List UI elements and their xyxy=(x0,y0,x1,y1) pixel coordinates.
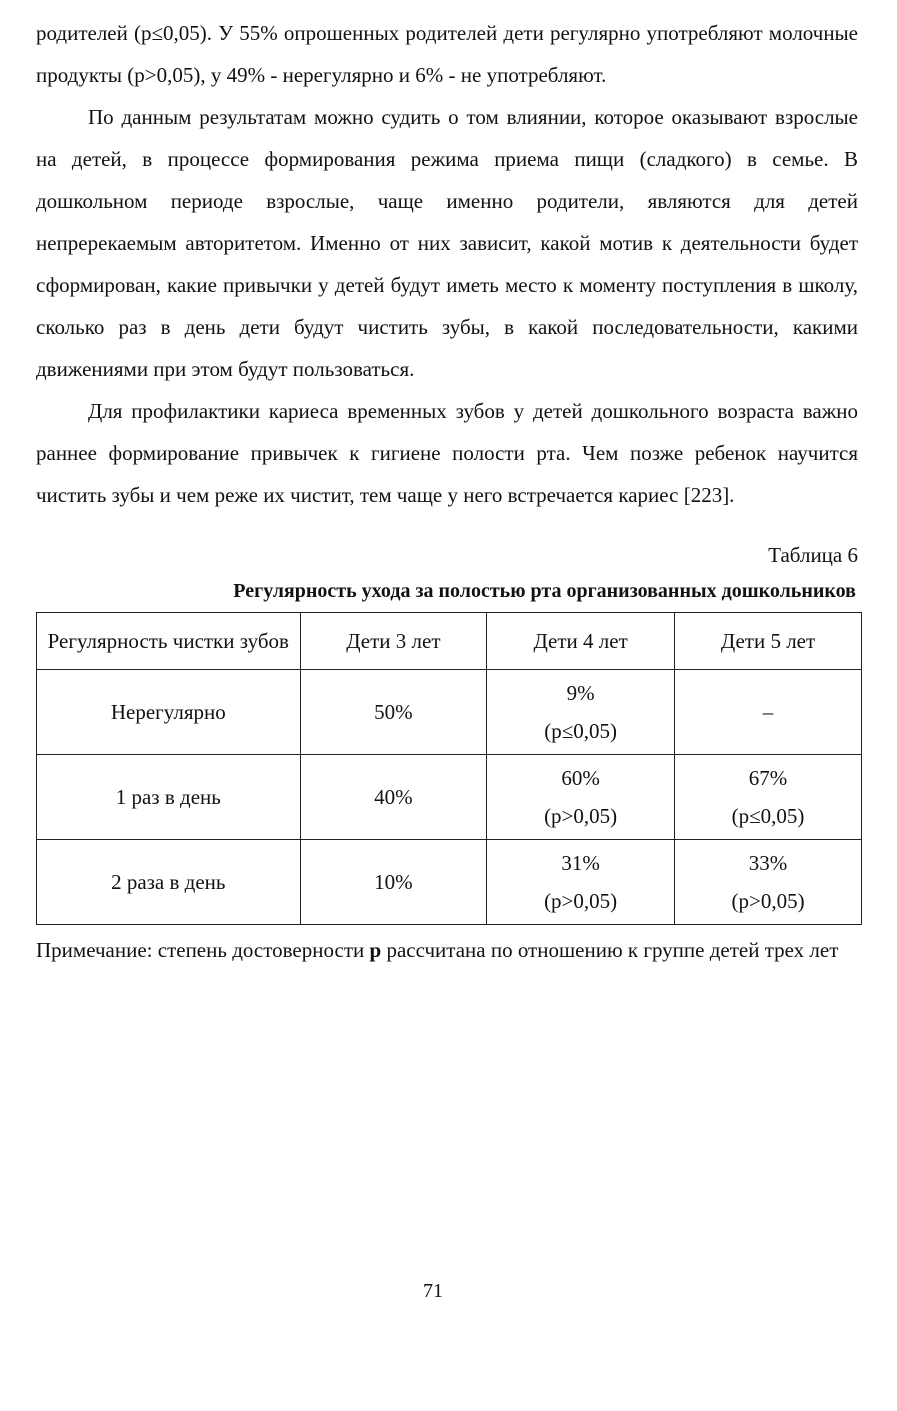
note-suffix: рассчитана по отношению к группе детей трех лет xyxy=(386,938,839,962)
cell-age-4 xyxy=(487,840,675,925)
cell-value: 33% xyxy=(748,851,788,875)
document-page xyxy=(36,12,858,971)
header-age-3: Дети 3 лет xyxy=(300,613,487,670)
cell-age-5 xyxy=(675,755,862,840)
cell-value: 31% xyxy=(561,851,600,875)
oral-care-table xyxy=(36,612,862,925)
cell-age-5 xyxy=(675,670,862,755)
cell-p-value: (р>0,05) xyxy=(544,889,618,913)
cell-age-3: 40% xyxy=(300,755,487,840)
cell-value: 67% xyxy=(748,766,788,790)
note-symbol: р xyxy=(369,938,382,962)
header-age-5: Дети 5 лет xyxy=(675,613,862,670)
row-label: 2 раза в день xyxy=(37,840,301,925)
cell-age-3: 10% xyxy=(300,840,487,925)
header-regularity: Регулярность чистки зубов xyxy=(37,613,301,670)
cell-p-value: (р>0,05) xyxy=(731,889,805,913)
table-row xyxy=(37,755,862,840)
row-label: Нерегулярно xyxy=(37,670,301,755)
table-title: Регулярность ухода за полостью рта организованных дошкольников xyxy=(233,580,856,602)
cell-age-4 xyxy=(487,670,675,755)
page-number: 71 xyxy=(423,1280,443,1302)
cell-age-3: 50% xyxy=(300,670,487,755)
cell-p-value: (р>0,05) xyxy=(544,804,618,828)
note-prefix: Примечание: степень достоверности xyxy=(36,938,365,962)
table-header-row xyxy=(37,613,862,670)
table-row xyxy=(37,840,862,925)
cell-age-4 xyxy=(487,755,675,840)
table-row xyxy=(37,670,862,755)
cell-p-value: (р≤0,05) xyxy=(731,804,805,828)
cell-p-value: (р≤0,05) xyxy=(544,719,617,743)
header-age-4: Дети 4 лет xyxy=(487,613,675,670)
cell-value: – xyxy=(762,700,774,724)
table-note xyxy=(36,929,858,971)
row-label: 1 раз в день xyxy=(37,755,301,840)
table-number: Таблица 6 xyxy=(768,543,858,567)
cell-value: 60% xyxy=(561,766,600,790)
cell-age-5 xyxy=(675,840,862,925)
paragraph-intro: родителей (р≤0,05). У 55% опрошенных родителей дети регулярно употребляют молочные продукты (р>0,05), у 49% - нерегулярно и 6% - не употребляют. xyxy=(36,21,858,87)
paragraph-caries-prevention: Для профилактики кариеса временных зубов у детей дошкольного возраста важно раннее формирование привычек к гигиене полости рта. Чем позже ребенок научится чистить зубы и чем реже их чистит, тем чаще у него встречается кариес [223]. xyxy=(36,399,858,507)
paragraph-adult-influence: По данным результатам можно судить о том влиянии, которое оказывают взрослые на детей, в процессе формирования режима приема пищи (сладкого) в семье. В дошкольном периоде взрослые, чаще именно родители, являются для детей непререкаемым авторитетом. Именно от них зависит, какой мотив к деятельности будет сформирован, какие привычки у детей будут иметь место к моменту поступления в школу, сколько раз в день дети будут чистить зубы, в какой последовательности, какими движениями при этом будут пользоваться. xyxy=(36,105,858,381)
cell-value: 9% xyxy=(566,681,595,705)
